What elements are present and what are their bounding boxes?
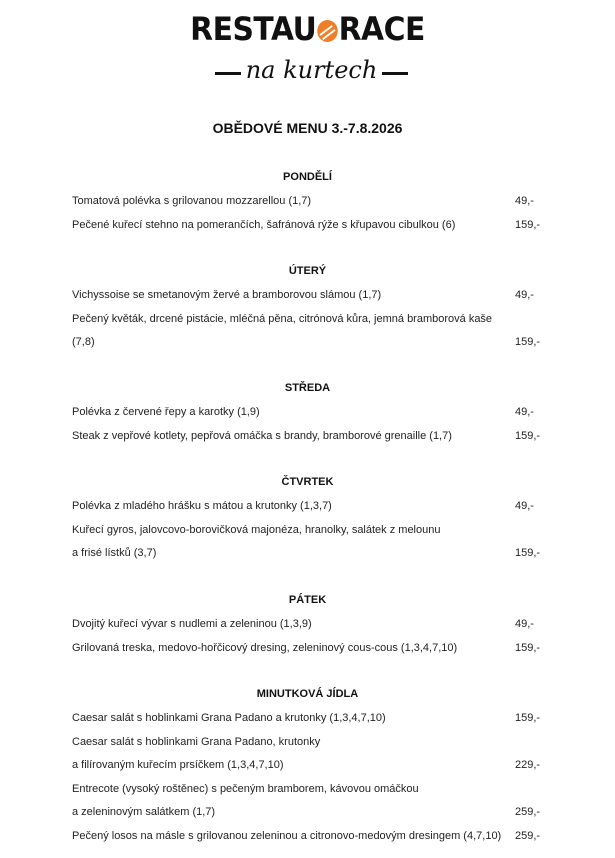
section-heading: ČTVRTEK <box>281 476 334 488</box>
menu-item-name: Pečený losos na másle s grilovanou zeleninou a citronovo-medovým dresingem (4,7,10) <box>72 829 502 842</box>
menu-item-name: Dvojitý kuřecí vývar s nudlemi a zeleninou (1,3,9) <box>72 618 312 630</box>
section-heading: PONDĚLÍ <box>283 171 332 183</box>
section-heading: MINUTKOVÁ JÍDLA <box>256 688 359 700</box>
menu-item-price: 159,- <box>515 429 541 442</box>
logo-text-part1: RESTAU <box>190 10 317 48</box>
restaurant-logo <box>0 10 615 88</box>
logo-text-part2: RACE <box>338 10 425 48</box>
section-heading: PÁTEK <box>288 594 327 606</box>
menu-item-name: a zeleninovým salátkem (1,7) <box>72 806 216 818</box>
logo-rule-left <box>215 72 241 75</box>
menu-item-price: 49,- <box>515 406 534 418</box>
menu-item-price: 159,- <box>515 218 541 231</box>
menu-item-name: Polévka z červené řepy a karotky (1,9) <box>72 406 260 418</box>
section-heading: ÚTERÝ <box>288 265 327 277</box>
menu-item-name: Steak z vepřové kotlety, pepřová omáčka s brandy, bramborové grenaille (1,7) <box>72 429 452 442</box>
logo-wordmark <box>22 10 594 48</box>
menu-item-name: Entrecote (vysoký roštěnec) s pečeným bramborem, kávovou omáčkou <box>72 782 419 795</box>
menu-item-name: a filírovaným kuřecím prsíčkem (1,3,4,7,10) <box>72 759 284 771</box>
menu-item-price: 259,- <box>515 829 541 842</box>
menu-item-name: Tomatová polévka s grilovanou mozzarellou (1,7) <box>72 195 312 207</box>
menu-item-name: Pečený květák, drcené pistácie, mléčná pěna, citrónová kůra, jemná bramborová kaše <box>72 312 493 325</box>
menu-item-name: Vichyssoise se smetanovým žervé a bramborovou slámou (1,7) <box>72 289 382 301</box>
menu-item-name: Kuřecí gyros, jalovcovo-borovičková majonéza, hranolky, salátek z melounu <box>72 523 441 536</box>
page-title: OBĚDOVÉ MENU 3.-7.8.2026 <box>212 120 403 136</box>
menu-item-price: 49,- <box>515 618 534 630</box>
menu-item-name: Grilovaná treska, medovo-hořčicový dresing, zeleninový cous-cous (1,3,4,7,10) <box>72 641 458 654</box>
menu-item-price: 259,- <box>515 806 541 818</box>
menu-item-price: 159,- <box>515 547 541 559</box>
menu-item-price: 49,- <box>515 500 534 512</box>
section-heading: STŘEDA <box>284 382 331 394</box>
logo-subtitle <box>215 58 408 88</box>
menu-item-name: Caesar salát s hoblinkami Grana Padano, krutonky <box>72 735 321 748</box>
menu-item-price: 49,- <box>515 289 534 301</box>
menu-item-price: 229,- <box>515 759 541 771</box>
menu-item-price: 159,- <box>515 336 541 348</box>
menu-item-name: Caesar salát s hoblinkami Grana Padano a krutonky (1,3,4,7,10) <box>72 712 386 724</box>
menu-item-name: (7,8) <box>72 336 95 348</box>
tennis-ball-icon <box>317 20 337 42</box>
logo-rule-right <box>382 72 408 75</box>
menu-item-name: Polévka z mladého hrášku s mátou a krutonky (1,3,7) <box>72 500 332 512</box>
menu-item-price: 159,- <box>515 712 541 724</box>
menu-item-price: 49,- <box>515 195 534 207</box>
logo-script-text: na kurtech <box>245 56 378 84</box>
menu-item-name: a frisé lístků (3,7) <box>72 547 157 559</box>
menu-item-price: 159,- <box>515 641 541 654</box>
menu-item-name: Pečené kuřecí stehno na pomerančích, šafránová rýže s křupavou cibulkou (6) <box>72 218 456 231</box>
